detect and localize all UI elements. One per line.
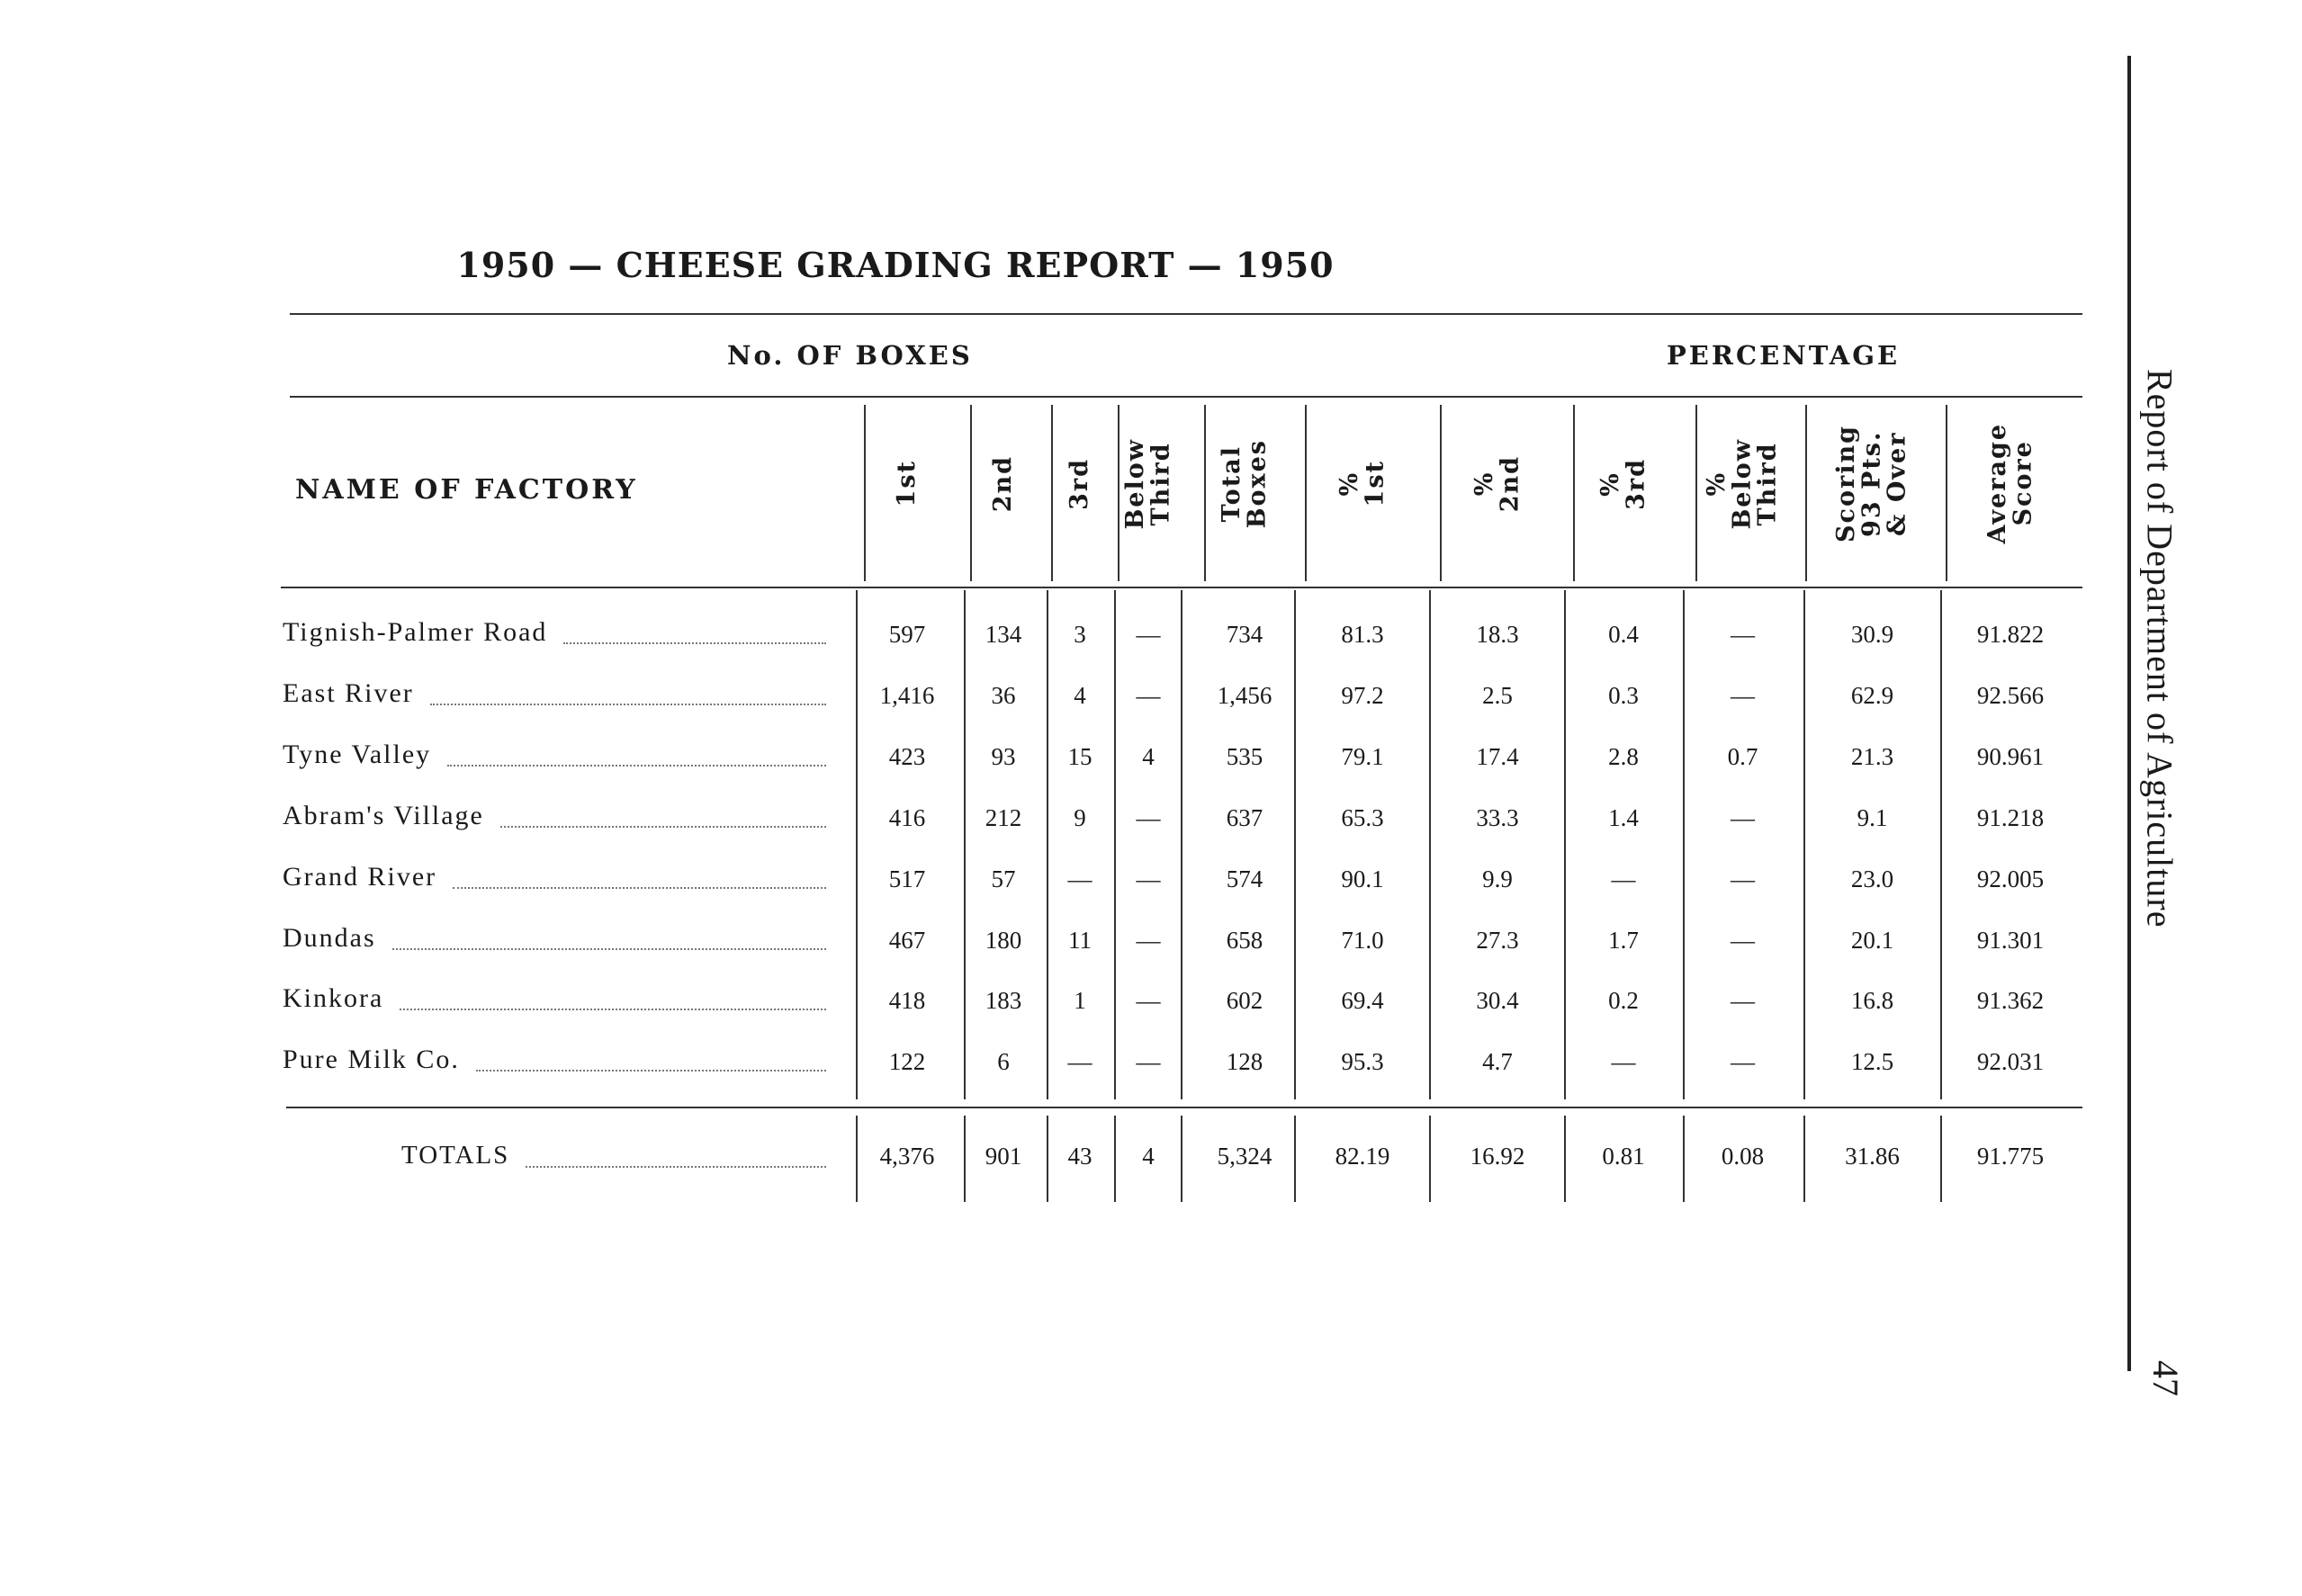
- totals-divider: [964, 1116, 966, 1202]
- column-header: [1683, 409, 1803, 558]
- table-cell: —: [1136, 927, 1161, 954]
- table-cell: —: [1136, 865, 1161, 892]
- factory-name: Kinkora: [283, 983, 384, 1013]
- column-header-label: Total Boxes: [1217, 438, 1271, 529]
- table-cell: 20.1: [1850, 927, 1894, 954]
- factory-name: Pure Milk Co.: [283, 1045, 460, 1074]
- table-cell: 1,416: [879, 682, 935, 709]
- table-cell: 21.3: [1850, 743, 1894, 770]
- table-cell: 36: [991, 682, 1016, 709]
- table-cell: 4: [1142, 743, 1155, 770]
- table-cell: 90.1: [1341, 865, 1384, 892]
- column-header-label: Below Third: [1120, 437, 1174, 530]
- table-cell: —: [1136, 621, 1161, 648]
- table-cell: 62.9: [1850, 682, 1894, 709]
- table-cell: 18.3: [1476, 621, 1519, 648]
- table-cell: —: [1731, 682, 1755, 709]
- table-cell: 16.8: [1850, 987, 1894, 1014]
- totals-cell: 901: [985, 1143, 1022, 1170]
- table-cell: 416: [888, 804, 926, 831]
- table-cell: 637: [1226, 804, 1263, 831]
- dot-leader: [453, 887, 826, 889]
- factory-name: Tignish-Palmer Road: [283, 617, 548, 647]
- table-cell: 90.961: [1976, 743, 2045, 770]
- totals-cell: 0.08: [1721, 1143, 1765, 1170]
- column-header: [853, 409, 961, 558]
- header-divider: [1573, 405, 1575, 581]
- table-cell: —: [1731, 1048, 1755, 1075]
- totals-divider: [1047, 1116, 1048, 1202]
- totals-divider: [1429, 1116, 1431, 1202]
- table-cell: 0.7: [1727, 743, 1758, 770]
- table-cell: —: [1731, 621, 1755, 648]
- table-cell: 2.5: [1482, 682, 1513, 709]
- table-cell: 57: [991, 865, 1016, 892]
- table-cell: 180: [985, 927, 1022, 954]
- table-cell: 535: [1226, 743, 1263, 770]
- totals-divider: [1294, 1116, 1296, 1202]
- table-cell: 734: [1226, 621, 1263, 648]
- totals-cell: 43: [1067, 1143, 1093, 1170]
- header-divider: [1805, 405, 1807, 581]
- table-cell: 71.0: [1341, 927, 1384, 954]
- table-cell: 0.2: [1608, 987, 1639, 1014]
- table-cell: 122: [888, 1048, 926, 1075]
- totals-cell: 0.81: [1602, 1143, 1645, 1170]
- body-divider: [856, 590, 858, 1099]
- table-cell: 0.4: [1608, 621, 1639, 648]
- table-cell: 574: [1226, 865, 1263, 892]
- group-header-percentage: PERCENTAGE: [1667, 340, 1901, 371]
- column-header: [1431, 409, 1564, 558]
- body-divider: [964, 590, 966, 1099]
- dot-leader: [400, 1009, 826, 1010]
- table-cell: 9: [1074, 804, 1086, 831]
- table-cell: 81.3: [1341, 621, 1384, 648]
- table-cell: 4.7: [1482, 1048, 1513, 1075]
- factory-name: East River: [283, 678, 414, 708]
- table-cell: 1: [1074, 987, 1086, 1014]
- table-cell: —: [1067, 865, 1093, 892]
- column-header-label: Average Score: [1983, 423, 2037, 544]
- table-cell: —: [1136, 987, 1161, 1014]
- table-cell: 91.822: [1976, 621, 2045, 648]
- report-title: 1950 — CHEESE GRADING REPORT — 1950: [456, 245, 1335, 285]
- totals-cell: 82.19: [1335, 1143, 1390, 1170]
- table-cell: —: [1136, 1048, 1161, 1075]
- table-cell: 65.3: [1341, 804, 1384, 831]
- totals-divider: [1114, 1116, 1116, 1202]
- header-divider: [1051, 405, 1053, 581]
- body-divider: [1047, 590, 1048, 1099]
- table-cell: 517: [888, 865, 926, 892]
- table-cell: 1.7: [1608, 927, 1639, 954]
- totals-cell: 31.86: [1845, 1143, 1900, 1170]
- table-cell: 1,456: [1217, 682, 1272, 709]
- table-cell: 92.031: [1976, 1048, 2045, 1075]
- totals-rule: [286, 1107, 2082, 1108]
- page-number: 47: [2145, 1360, 2186, 1396]
- totals-cell: 4,376: [879, 1143, 935, 1170]
- totals-divider: [1683, 1116, 1685, 1202]
- header-divider: [864, 405, 866, 581]
- column-header-label: % 3rd: [1596, 457, 1650, 510]
- body-divider: [1429, 590, 1431, 1099]
- table-cell: 0.3: [1608, 682, 1639, 709]
- header-divider: [970, 405, 972, 581]
- column-header-label: 2nd: [988, 454, 1017, 513]
- table-cell: 91.218: [1976, 804, 2045, 831]
- column-header: [1566, 409, 1681, 558]
- column-header-label: % 2nd: [1470, 454, 1524, 513]
- header-divider: [1118, 405, 1120, 581]
- table-cell: —: [1067, 1048, 1093, 1075]
- table-cell: 33.3: [1476, 804, 1519, 831]
- header-divider: [1946, 405, 1947, 581]
- totals-label: TOTALS: [401, 1141, 510, 1170]
- header-divider: [1305, 405, 1307, 581]
- table-cell: 15: [1067, 743, 1093, 770]
- body-divider: [1940, 590, 1942, 1099]
- header-divider: [1440, 405, 1442, 581]
- table-cell: 93: [991, 743, 1016, 770]
- running-title: Report of Department of Agriculture: [2139, 369, 2181, 928]
- table-cell: —: [1611, 1048, 1636, 1075]
- table-cell: 97.2: [1341, 682, 1384, 709]
- table-cell: 79.1: [1341, 743, 1384, 770]
- body-divider: [1181, 590, 1182, 1099]
- column-header: [1197, 409, 1292, 558]
- table-cell: 597: [888, 621, 926, 648]
- table-cell: 17.4: [1476, 743, 1519, 770]
- table-cell: 418: [888, 987, 926, 1014]
- factory-name: Abram's Village: [283, 801, 484, 830]
- dot-leader: [447, 765, 826, 767]
- top-rule: [290, 313, 2082, 315]
- body-divider: [1294, 590, 1296, 1099]
- table-cell: 30.9: [1850, 621, 1894, 648]
- table-cell: —: [1611, 865, 1636, 892]
- table-cell: —: [1731, 927, 1755, 954]
- table-cell: 30.4: [1476, 987, 1519, 1014]
- factory-name-header: NAME OF FACTORY: [295, 474, 638, 506]
- header-divider: [1695, 405, 1697, 581]
- table-cell: —: [1731, 804, 1755, 831]
- table-cell: 92.566: [1976, 682, 2045, 709]
- body-divider: [1564, 590, 1566, 1099]
- body-divider: [1683, 590, 1685, 1099]
- totals-cell: 16.92: [1470, 1143, 1525, 1170]
- table-cell: —: [1136, 804, 1161, 831]
- header-divider: [1204, 405, 1206, 581]
- body-divider: [1114, 590, 1116, 1099]
- body-rule: [281, 587, 2082, 588]
- table-cell: 27.3: [1476, 927, 1519, 954]
- totals-divider: [1181, 1116, 1182, 1202]
- table-cell: 602: [1226, 987, 1263, 1014]
- dot-leader: [526, 1166, 826, 1168]
- factory-name: Tyne Valley: [283, 740, 432, 769]
- totals-cell: 5,324: [1217, 1143, 1272, 1170]
- column-header: [963, 409, 1044, 558]
- table-cell: 92.005: [1976, 865, 2045, 892]
- dot-leader: [476, 1070, 826, 1071]
- table-cell: 183: [985, 987, 1022, 1014]
- group-header-boxes: No. OF BOXES: [727, 340, 973, 371]
- column-header: [1046, 409, 1114, 558]
- dot-leader: [563, 642, 826, 644]
- table-cell: 128: [1226, 1048, 1263, 1075]
- totals-cell: 4: [1142, 1143, 1155, 1170]
- table-cell: 12.5: [1850, 1048, 1894, 1075]
- table-cell: 467: [888, 927, 926, 954]
- header-rule: [290, 396, 2082, 398]
- totals-divider: [1940, 1116, 1942, 1202]
- column-header-label: Scoring 93 Pts. & Over: [1831, 425, 1911, 542]
- totals-divider: [856, 1116, 858, 1202]
- totals-divider: [1803, 1116, 1805, 1202]
- table-cell: —: [1731, 987, 1755, 1014]
- column-header-label: % 1st: [1335, 460, 1389, 507]
- side-rule: [2127, 56, 2131, 1371]
- table-cell: 134: [985, 621, 1022, 648]
- table-cell: —: [1136, 682, 1161, 709]
- table-cell: 212: [985, 804, 1022, 831]
- table-cell: 11: [1068, 927, 1092, 954]
- column-header-label: % Below Third: [1702, 437, 1782, 530]
- table-cell: 69.4: [1341, 987, 1384, 1014]
- column-header: [1116, 409, 1181, 558]
- table-cell: 91.301: [1976, 927, 2045, 954]
- dot-leader: [430, 704, 826, 705]
- table-cell: 2.8: [1608, 743, 1639, 770]
- table-cell: 423: [888, 743, 926, 770]
- table-cell: 9.1: [1857, 804, 1888, 831]
- table-cell: 1.4: [1608, 804, 1639, 831]
- table-cell: 9.9: [1482, 865, 1513, 892]
- table-cell: 23.0: [1850, 865, 1894, 892]
- table-cell: 91.362: [1976, 987, 2045, 1014]
- totals-divider: [1564, 1116, 1566, 1202]
- column-header-label: 1st: [892, 460, 921, 507]
- column-header: [1942, 409, 2079, 558]
- table-cell: 658: [1226, 927, 1263, 954]
- table-cell: 95.3: [1341, 1048, 1384, 1075]
- totals-cell: 91.775: [1976, 1143, 2045, 1170]
- table-cell: —: [1731, 865, 1755, 892]
- body-divider: [1803, 590, 1805, 1099]
- column-header: [1296, 409, 1429, 558]
- dot-leader: [392, 948, 826, 950]
- table-cell: 3: [1074, 621, 1086, 648]
- table-cell: 4: [1074, 682, 1086, 709]
- factory-name: Grand River: [283, 862, 437, 892]
- factory-name: Dundas: [283, 923, 376, 953]
- column-header-label: 3rd: [1065, 457, 1093, 510]
- dot-leader: [500, 826, 826, 828]
- column-header: [1804, 409, 1940, 558]
- table-cell: 6: [997, 1048, 1010, 1075]
